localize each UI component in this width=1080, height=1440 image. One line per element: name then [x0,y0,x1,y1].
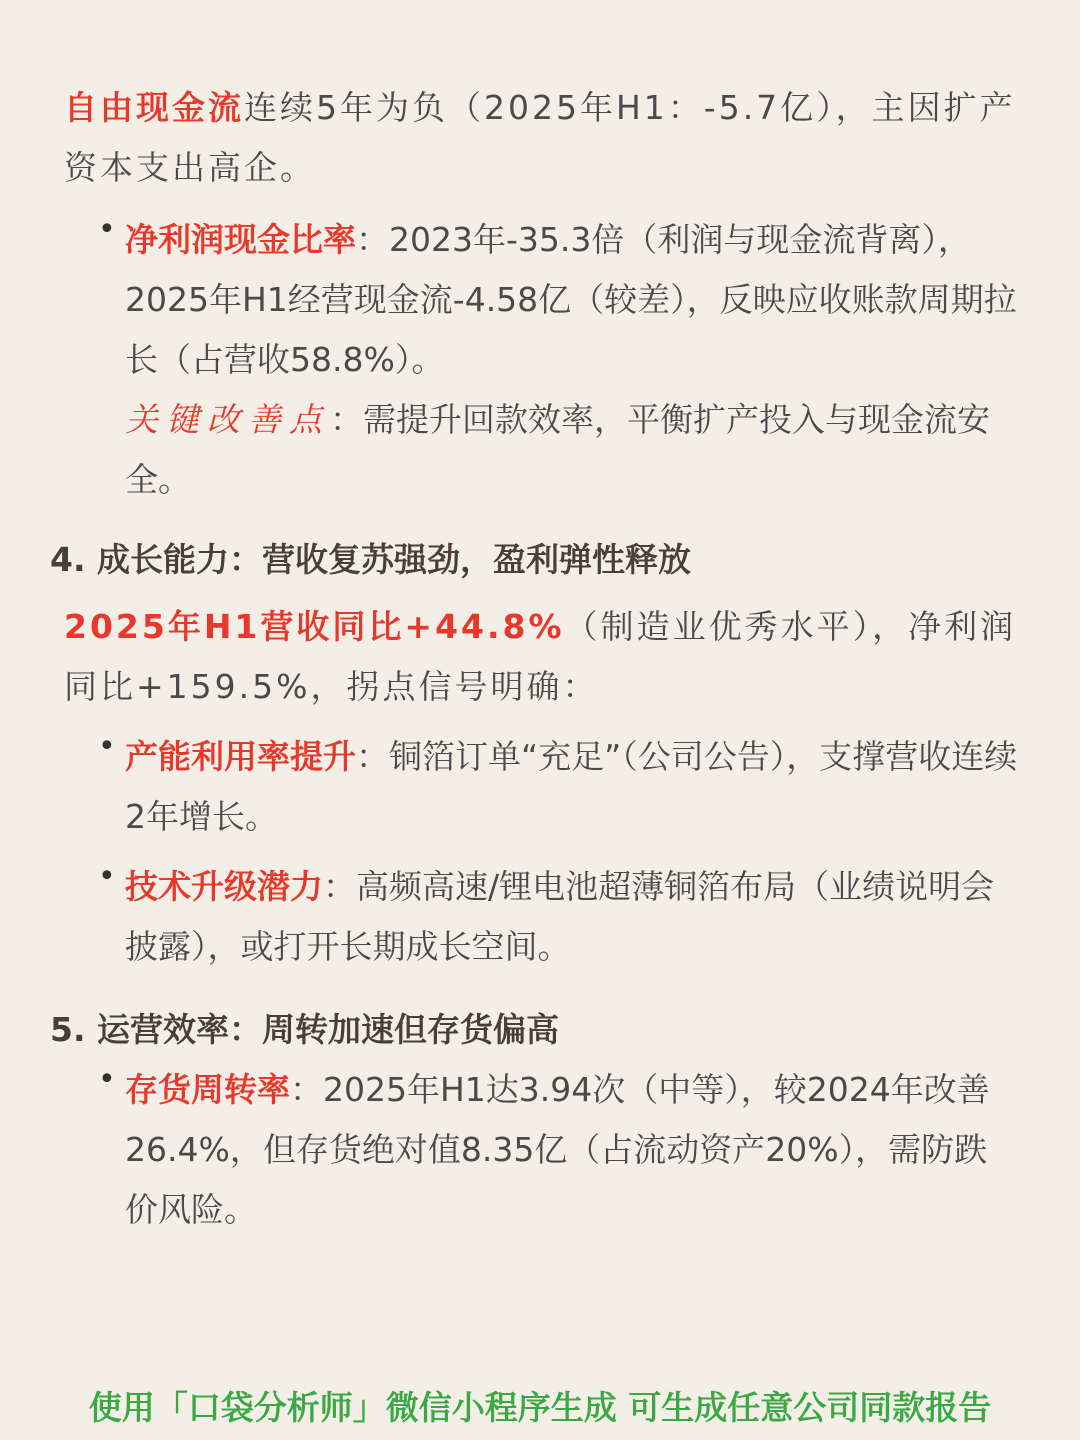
growth-text: （制造业优秀水平），净利润同比+159.5%，拐点信号明确： [64,607,1017,706]
bullet-inventory [98,1060,1018,1240]
bullet-tech [98,857,1018,977]
bullet-dot: • [98,212,116,247]
bullet-text: ：2025年H1达3.94次（中等），较2024年改善26.4%，但存货绝对值8.35亿（占流动资产20%），需防跌价风险。 [125,1070,990,1229]
key-improvement-text: ：需提升回款效率，平衡扩产投入与现金流安全。 [125,400,990,499]
bullet-label: 技术升级潜力 [125,867,323,906]
bullet-dot: • [98,859,116,894]
section-4-heading: 4. 成长能力：营收复苏强劲，盈利弹性释放 [50,540,691,579]
bullet-body [125,857,1018,977]
growth-highlight: 2025年H1营收同比+44.8% [64,607,565,646]
key-improvement-label: 关键改善点 [125,400,330,439]
bullet-text: ：高频高速/锂电池超薄铜箔布局（业绩说明会披露），或打开长期成长空间。 [125,867,995,966]
footer-promo: 使用「口袋分析师」微信小程序生成 可生成任意公司同款报告 [88,1388,992,1427]
bullet-body [125,1060,1018,1240]
fcf-text: 连续5年为负（2025年H1：-5.7亿），主因扩产资本支出高企。 [64,88,1016,187]
bullet-label: 净利润现金比率 [125,220,356,259]
bullet-label: 产能利用率提升 [125,737,356,776]
bullet-body [125,210,1018,510]
fcf-highlight: 自由现金流 [64,88,244,127]
bullet-dot: • [98,729,116,764]
bullet-body [125,727,1018,847]
bullet-label: 存货周转率 [125,1070,290,1109]
bullet-dot: • [98,1062,116,1097]
bullet-text: ：2023年-35.3倍（利润与现金流背离），2025年H1经营现金流-4.58亿（较差），反映应收账款周期拉长（占营收58.8%）。 [125,220,1017,379]
bullet-capacity [98,727,1018,847]
bullet-net-profit-ratio [98,210,1018,510]
growth-paragraph [64,597,1024,717]
fcf-paragraph [64,78,1024,198]
bullet-text: ：铜箔订单“充足”（公司公告），支撑营收连续2年增长。 [125,737,1018,836]
section-5-heading: 5. 运营效率：周转加速但存货偏高 [50,1010,559,1049]
